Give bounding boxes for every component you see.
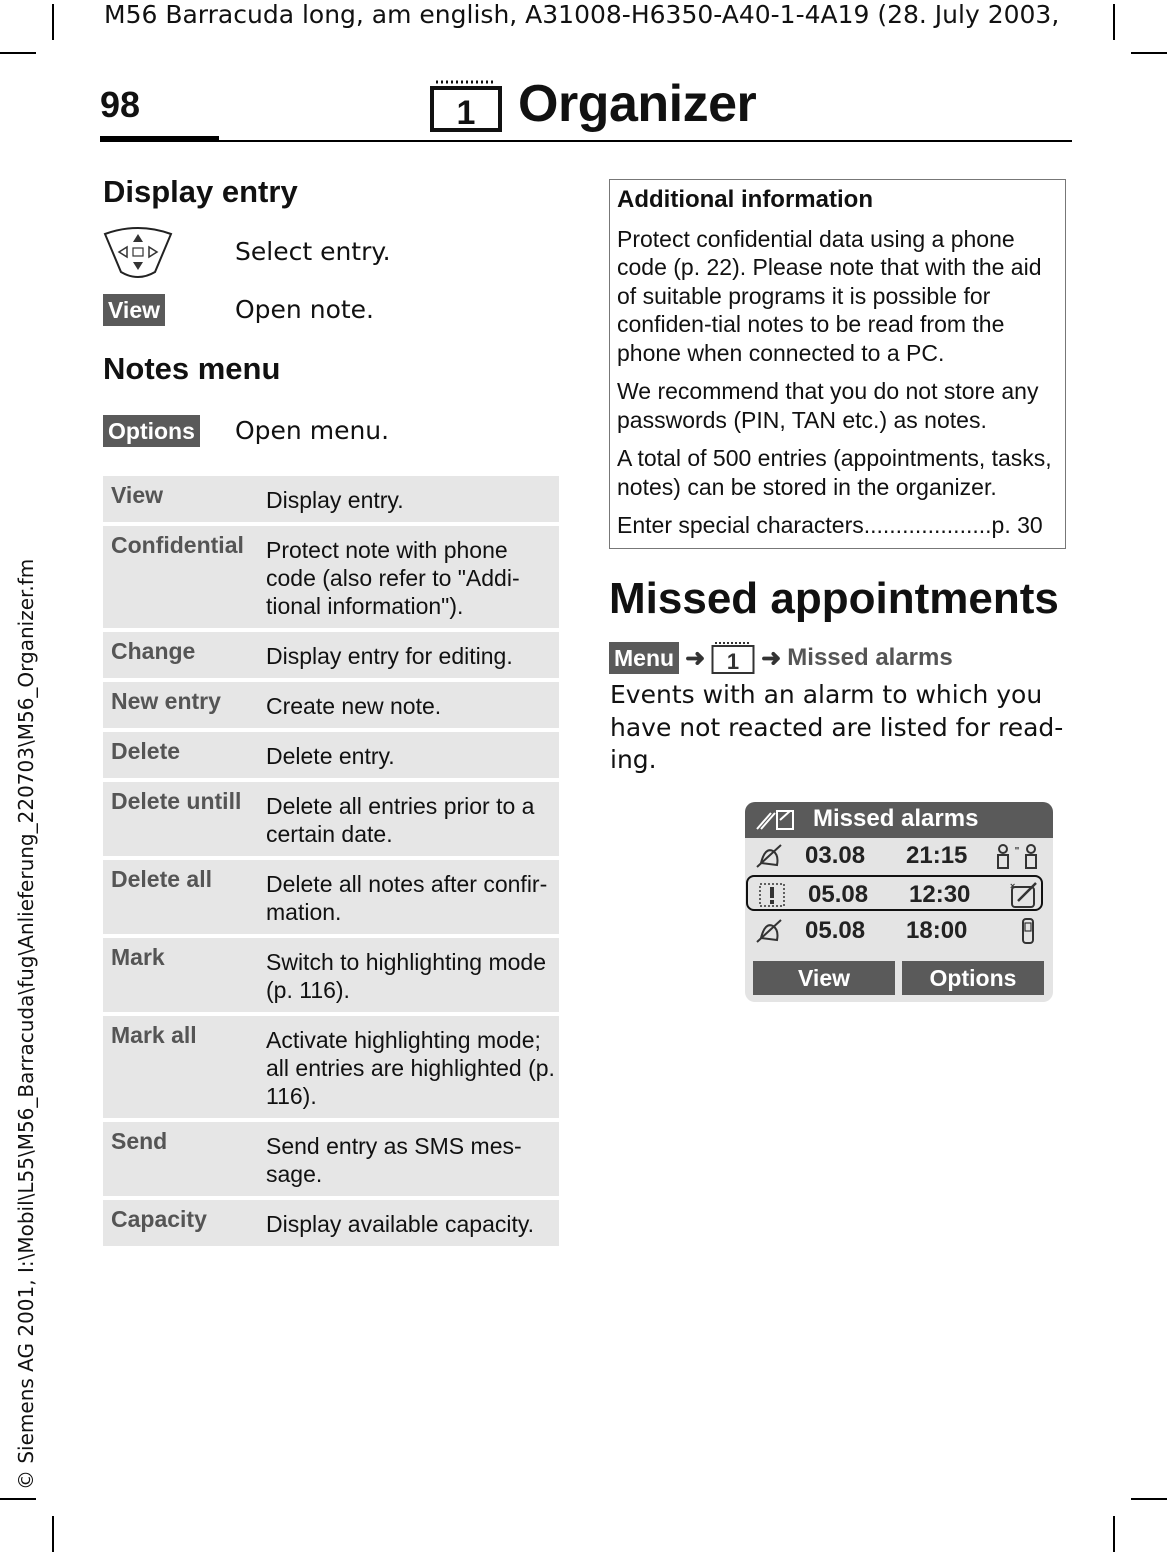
missed-appointments-heading: Missed appointments bbox=[609, 574, 1059, 623]
open-note-text: Open note. bbox=[235, 295, 374, 324]
menu-option-label: Delete bbox=[111, 738, 181, 764]
menu-option-description: Activate highlighting mode; all entries are highlighted (p. 116). bbox=[266, 1027, 555, 1109]
side-file-path: © Siemens AG 2001, I:\Mobil\L55\M56_Barracuda\fug\Anlieferung_220703\M56_Organizer.fm bbox=[14, 558, 38, 1490]
crop-mark bbox=[1113, 1516, 1115, 1552]
calendar-icon bbox=[711, 641, 755, 675]
info-paragraph: We recommend that you do not store any passwords (PIN, TAN etc.) as notes. bbox=[617, 378, 1039, 433]
options-softkey: Options bbox=[103, 415, 200, 447]
menu-row bbox=[103, 938, 559, 1012]
menu-row bbox=[103, 526, 559, 628]
alarm-time: 18:00 bbox=[906, 917, 968, 944]
crop-mark bbox=[0, 1498, 36, 1500]
calendar-icon bbox=[430, 80, 502, 132]
menu-option-description: Display available capacity. bbox=[266, 1211, 535, 1237]
menu-option-label: Confidential bbox=[111, 532, 244, 558]
phone-screen bbox=[745, 802, 1053, 1002]
menu-row bbox=[103, 860, 559, 934]
screen-title-bar bbox=[745, 802, 1053, 838]
crop-mark bbox=[1131, 1498, 1167, 1500]
menu-row bbox=[103, 732, 559, 778]
page-number: 98 bbox=[100, 84, 141, 125]
info-paragraph: A total of 500 entries (appointments, tasks, notes) can be stored in the organizer. bbox=[617, 445, 1052, 500]
menu-path bbox=[609, 641, 953, 675]
open-menu-text: Open menu. bbox=[235, 416, 390, 445]
menu-row bbox=[103, 1016, 559, 1118]
display-entry-heading: Display entry bbox=[103, 174, 298, 209]
menu-row bbox=[103, 682, 559, 728]
view-softkey: View bbox=[103, 294, 165, 326]
menu-row bbox=[103, 782, 559, 856]
alarm-list-icon bbox=[753, 807, 797, 833]
menu-option-description: Display entry for editing. bbox=[266, 643, 513, 669]
menu-row bbox=[103, 1200, 559, 1246]
special-characters-reference: Enter special characters....................p. 30 bbox=[617, 512, 1043, 538]
menu-row bbox=[103, 632, 559, 678]
menu-softkey: Menu bbox=[609, 642, 679, 674]
alarm-row-selected[interactable] bbox=[746, 875, 1043, 911]
header-rule bbox=[100, 140, 1072, 142]
alarm-date: 03.08 bbox=[805, 842, 866, 869]
missed-alarms-menu-item: Missed alarms bbox=[787, 644, 953, 671]
menu-option-description: Send entry as SMS mes-sage. bbox=[266, 1133, 522, 1187]
alarm-date: 05.08 bbox=[805, 917, 866, 944]
screen-options-softkey[interactable]: Options bbox=[902, 961, 1044, 995]
select-entry-text: Select entry. bbox=[235, 237, 391, 266]
menu-option-description: Delete entry. bbox=[266, 743, 395, 769]
page-title: Organizer bbox=[518, 75, 757, 133]
notes-menu-heading: Notes menu bbox=[103, 351, 281, 386]
alarm-time: 21:15 bbox=[906, 842, 968, 869]
alarm-off-icon bbox=[755, 918, 783, 944]
meeting-icon bbox=[993, 842, 1041, 870]
phone-icon bbox=[993, 917, 1041, 945]
menu-option-label: View bbox=[111, 482, 163, 508]
menu-option-label: Delete untill bbox=[111, 788, 242, 814]
menu-option-label: New entry bbox=[111, 688, 221, 714]
menu-option-description: Delete all notes after confir-mation. bbox=[266, 871, 548, 925]
crop-mark bbox=[1131, 52, 1167, 54]
menu-option-description: Protect note with phone code (also refer to "Addi-tional information"). bbox=[266, 537, 520, 619]
menu-option-description: Switch to highlighting mode (p. 116). bbox=[266, 949, 546, 1003]
alarm-time: 12:30 bbox=[909, 881, 971, 908]
crop-mark bbox=[0, 52, 36, 54]
menu-row bbox=[103, 476, 559, 522]
arrow-right-icon: ➜ bbox=[761, 644, 782, 672]
missed-description: Events with an alarm to which you have not reacted are listed for read-ing. bbox=[610, 680, 1064, 774]
note-icon bbox=[996, 881, 1044, 909]
menu-option-description: Delete all entries prior to a certain date. bbox=[266, 793, 535, 847]
menu-option-label: Delete all bbox=[111, 866, 212, 892]
menu-option-label: Capacity bbox=[111, 1206, 207, 1232]
menu-option-label: Mark all bbox=[111, 1022, 197, 1048]
screen-title: Missed alarms bbox=[813, 805, 979, 832]
crop-mark bbox=[1113, 4, 1115, 40]
additional-info-box bbox=[609, 179, 1066, 549]
menu-row bbox=[103, 1122, 559, 1196]
running-head: M56 Barracuda long, am english, A31008-H6350-A40-1-4A19 (28. July 2003, bbox=[104, 0, 1060, 29]
info-paragraph: Protect confidential data using a phone code (p. 22). Please note that with the aid of suitable programs it is possible for confiden-tial notes to be read from the phone when connected to a PC. bbox=[617, 225, 1042, 366]
alarm-off-icon bbox=[755, 843, 783, 869]
menu-option-description: Create new note. bbox=[266, 693, 442, 719]
exclamation-icon bbox=[758, 882, 786, 908]
menu-option-label: Send bbox=[111, 1128, 168, 1154]
menu-option-description: Display entry. bbox=[266, 487, 404, 513]
svg-text:×: × bbox=[1010, 881, 1016, 891]
additional-info-title: Additional information bbox=[617, 186, 873, 213]
alarm-row[interactable] bbox=[745, 913, 1053, 949]
menu-option-label: Mark bbox=[111, 944, 165, 970]
arrow-right-icon: ➜ bbox=[685, 644, 706, 672]
alarm-row[interactable] bbox=[745, 838, 1053, 874]
svg-text:": " bbox=[1014, 846, 1020, 857]
alarm-date: 05.08 bbox=[808, 881, 869, 908]
calendar-icon-digit: 1 bbox=[456, 94, 476, 132]
crop-mark bbox=[52, 1516, 54, 1552]
path-calendar-digit: 1 bbox=[727, 649, 740, 674]
notes-menu-table bbox=[103, 476, 559, 1250]
menu-option-label: Change bbox=[111, 638, 196, 664]
crop-mark bbox=[52, 4, 54, 40]
screen-view-softkey[interactable]: View bbox=[753, 961, 895, 995]
navigation-key-icon bbox=[103, 226, 173, 280]
